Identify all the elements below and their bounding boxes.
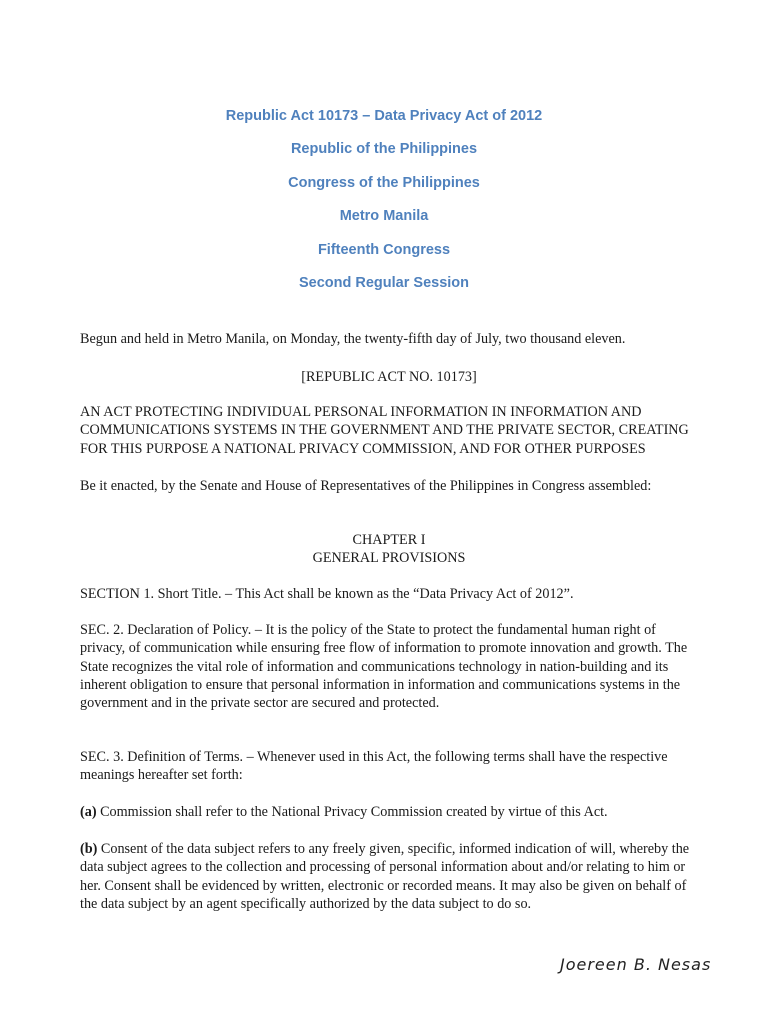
chapter-title: GENERAL PROVISIONS [312, 550, 466, 567]
begun-paragraph: Begun and held in Metro Manila, on Monday, the twenty-fifth day of July, two thousand eleven. [80, 331, 626, 347]
header-congress-number: Fifteenth Congress [317, 241, 451, 258]
section-3: SEC. 3. Definition of Terms. – Whenever used in this Act, the following terms shall have the respective meanings hereafter set forth: [80, 749, 668, 784]
definition-a [80, 803, 698, 821]
definition-b-label: (b) [80, 841, 98, 857]
act-title: AN ACT PROTECTING INDIVIDUAL PERSONAL INFORMATION IN INFORMATION AND COMMUNICATIONS SYSTEMS IN THE GOVERNMENT AND THE PRIVATE SECTOR, CREATING FOR THIS PURPOSE A NATIONAL PRIVACY COMMISSION, AND FOR OTHER PURPOSES [80, 404, 689, 457]
header-location: Metro Manila [339, 208, 429, 225]
section-2: SEC. 2. Declaration of Policy. – It is the policy of the State to protect the fundamental human right of privacy, of communication while ensuring free flow of information to promote innovation and growth. The State recognizes the vital role of information and communications technology in nation-building and its inherent obligation to ensure that personal information in information and communications systems in the government and in the private sector are secured and protected. [80, 622, 688, 712]
chapter-heading [80, 531, 698, 568]
header-session: Second Regular Session [298, 274, 470, 291]
header-congress: Congress of the Philippines [288, 174, 480, 191]
act-number: [REPUBLIC ACT NO. 10173] [301, 369, 477, 385]
chapter-number: CHAPTER I [352, 532, 426, 548]
header-act-title: Republic Act 10173 – Data Privacy Act of 2012 [225, 108, 543, 124]
section-1: SECTION 1. Short Title. – This Act shall be known as the “Data Privacy Act of 2012”. [80, 586, 574, 602]
author-signature: Joereen B. Nesas [560, 955, 712, 974]
enacting-clause: Be it enacted, by the Senate and House of Representatives of the Philippines in Congress assembled: [80, 478, 652, 494]
header-republic: Republic of the Philippines [290, 141, 478, 158]
definition-a-text: Commission shall refer to the National Privacy Commission created by virtue of this Act. [96, 804, 608, 820]
definition-a-label: (a) [80, 804, 97, 820]
document-header [0, 104, 768, 304]
definition-b-text: Consent of the data subject refers to any freely given, specific, informed indication of will, whereby the data subject agrees to the collection and processing of personal information about and/or relating to him or her. Consent shall be evidenced by written, electronic or recorded means. It may also be given on behalf of the data subject by an agent specifically authorized by the data subject to do so. [80, 841, 690, 912]
definition-b [80, 840, 698, 913]
